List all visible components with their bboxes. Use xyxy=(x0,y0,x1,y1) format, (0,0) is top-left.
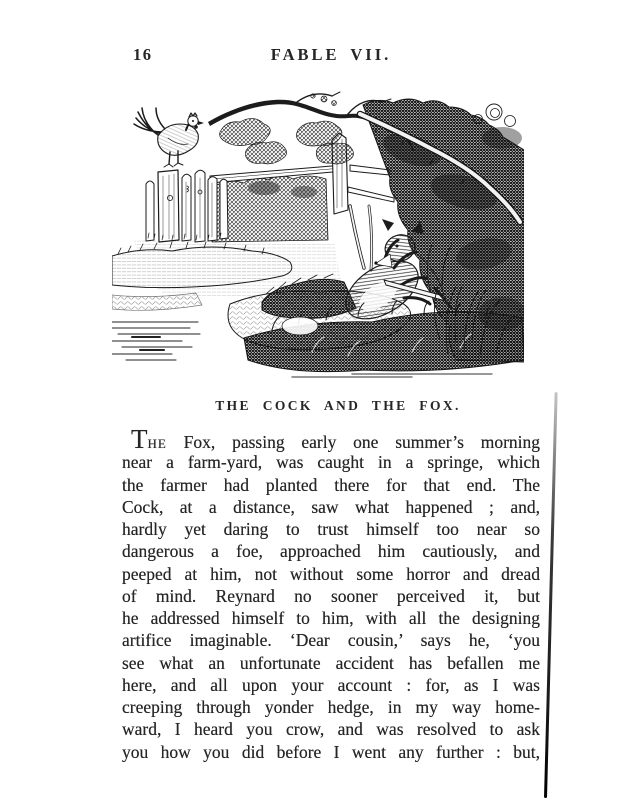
body-line: dangerous a foe, approached him cautiously, and xyxy=(122,541,540,562)
springe-sapling xyxy=(350,206,372,270)
small-caps: HE xyxy=(147,436,167,451)
body-line: artifice imaginable. ‘Dear cousin,’ says he, ‘you xyxy=(122,630,540,651)
running-header xyxy=(122,45,540,67)
body-line xyxy=(122,424,541,454)
body-paragraph xyxy=(122,424,541,763)
stream-water xyxy=(112,322,200,360)
engraving-svg xyxy=(112,90,524,380)
cock-figure xyxy=(134,108,204,167)
picket-fence xyxy=(146,170,228,242)
body-line: Cock, at a distance, saw what happened ; and, xyxy=(122,496,540,517)
body-line: you how you did before I went any further : but, xyxy=(122,741,540,762)
body-line: near a farm-yard, was caught in a springe, which xyxy=(122,452,540,473)
cock-beak xyxy=(198,121,204,125)
running-title: FABLE VII. xyxy=(270,45,392,64)
line-text: Fox, passing early one summer’s morning xyxy=(183,432,541,452)
distant-hedgerow xyxy=(212,176,328,242)
fable-illustration xyxy=(112,90,524,380)
body-line: he addressed himself to him, with all the designing xyxy=(122,608,540,628)
page-edge-shadow xyxy=(544,392,557,798)
drop-cap: T xyxy=(131,424,148,454)
body-line: see what an unfortunate accident has befallen me xyxy=(122,652,540,673)
illustration-caption: THE COCK AND THE FOX. xyxy=(215,398,461,413)
body-line: ward, I heard you crow, and was resolved to ask xyxy=(122,719,540,740)
page-number: 16 xyxy=(133,45,153,64)
body-line: hardly yet daring to trust himself too near so xyxy=(122,519,540,539)
body-line: the farmer had planted there for that end. The xyxy=(122,474,540,495)
body-line: here, and all upon your account : for, as I was xyxy=(122,674,540,695)
body-line: peeped at him, not without some horror and dread xyxy=(122,563,540,584)
body-line: creeping through yonder hedge, in my way home- xyxy=(122,697,540,717)
body-line: of mind. Reynard no sooner perceived it, but xyxy=(122,585,540,606)
